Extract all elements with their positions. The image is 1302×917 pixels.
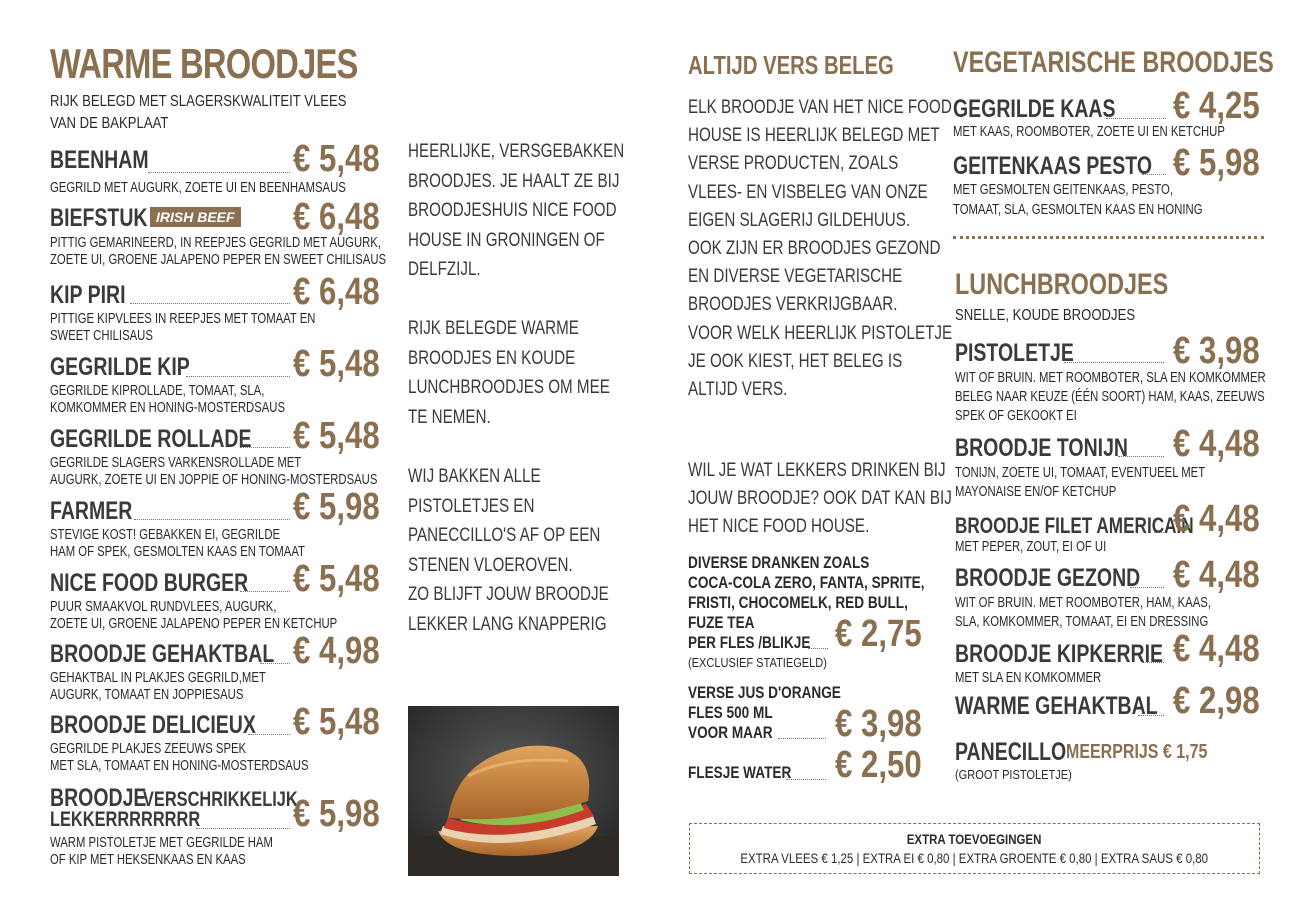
item-desc: ZOETE UI, GROENE JALAPENO PEPER EN SWEET CHILISAUS — [50, 252, 387, 268]
item-desc: MET SLA, TOMAAT EN HONING-MOSTERDSAUS — [50, 758, 309, 774]
panecillo-note: (GROOT PISTOLETJE) — [955, 767, 1072, 782]
item-desc: HAM OF SPEK, GESMOLTEN KAAS EN TOMAAT — [50, 544, 305, 560]
item-desc: MAYONAISE EN/OF KETCHUP — [955, 484, 1117, 500]
leader-dots — [778, 738, 826, 739]
menu-item-broodje-delicieux — [50, 711, 314, 740]
item-name: BROODJE GEHAKTBAL — [50, 640, 275, 668]
item-price: € 3,98 — [1173, 330, 1260, 372]
item-name: GEITENKAAS PESTO — [953, 152, 1153, 180]
item-name: GEGRILDE KIP — [50, 353, 190, 381]
leader-dots — [1064, 362, 1164, 363]
leader-dots — [1154, 532, 1164, 533]
menu-item-gegrilde-kaas — [953, 95, 1161, 124]
leader-dots — [240, 591, 290, 592]
item-price: € 5,48 — [293, 138, 380, 180]
item-price: € 5,98 — [1173, 142, 1260, 184]
item-desc: BELEG NAAR KEUZE (ÉÉN SOORT) HAM, KAAS, ZEEUWS — [955, 389, 1265, 405]
drink-price: € 2,50 — [835, 744, 922, 786]
item-name-line2: LEKKERRRRRRRR — [50, 808, 201, 831]
item-desc: GEGRILDE PLAKJES ZEEUWS SPEK — [50, 741, 247, 757]
item-name: BROODJE TONIJN — [955, 434, 1129, 462]
intro-line: PANECCILLO'S AF OP EEN — [408, 525, 601, 546]
item-desc: WIT OF BRUIN. MET ROOMBOTER, SLA EN KOMKOMMER — [955, 370, 1266, 386]
lunch-subtitle: SNELLE, KOUDE BROODJES — [955, 307, 1136, 324]
warm-title: WARME BROODJES — [50, 40, 358, 87]
leader-dots — [1106, 118, 1166, 119]
intro-line: BROODJES. JE HAALT ZE BIJ — [408, 170, 620, 192]
fresh-title: ALTIJD VERS BELEG — [688, 50, 894, 80]
item-desc: PITTIG GEMARINEERD, IN REEPJES GEGRILD MET AUGURK, — [50, 235, 381, 251]
item-desc: GEHAKTBAL IN PLAKJES GEGRILD,MET — [50, 670, 266, 686]
leader-dots — [1138, 715, 1164, 716]
menu-item-pistoletje — [955, 339, 1107, 368]
item-name: GEGRILDE ROLLADE — [50, 425, 252, 453]
item-name: GEGRILDE KAAS — [953, 95, 1116, 123]
item-name: BROODJE DELICIEUX — [50, 711, 256, 739]
drinks-line: COCA-COLA ZERO, FANTA, SPRITE, — [688, 573, 925, 592]
item-desc: KOMKOMMER EN HONING-MOSTERDSAUS — [50, 400, 286, 416]
intro-line: DELFZIJL. — [408, 259, 481, 280]
intro-line: LUNCHBROODJES OM MEE — [408, 377, 610, 398]
fresh-line: VOOR WELK HEERLIJK PISTOLETJE — [688, 322, 953, 344]
item-desc: SPEK OF GEKOOKT EI — [955, 408, 1077, 424]
leader-dots — [1118, 456, 1164, 457]
item-price: € 5,98 — [293, 793, 380, 835]
intro-line: STENEN VLOEROVEN. — [408, 554, 573, 576]
drinks-line: FRISTI, CHOCOMELK, RED BULL, — [688, 593, 908, 612]
intro-line: PISTOLETJES EN — [408, 495, 535, 517]
leader-dots — [808, 648, 828, 649]
intro-line: HEERLIJKE, VERSGEBAKKEN — [408, 141, 625, 162]
irish-beef-badge: IRISH BEEF — [150, 207, 241, 227]
drinks-water: FLESJE WATER — [688, 763, 792, 782]
item-desc: AUGURK, TOMAAT EN JOPPIESAUS — [50, 687, 244, 703]
fresh-line: JE OOK KIEST, HET BELEG IS — [688, 350, 903, 372]
fresh-line: WIL JE WAT LEKKERS DRINKEN BIJ — [688, 460, 946, 481]
leader-dots — [134, 519, 290, 520]
item-price: € 2,98 — [1173, 680, 1260, 722]
item-price: € 4,48 — [1173, 423, 1260, 465]
leader-dots — [196, 828, 290, 829]
item-desc: MET SLA EN KOMKOMMER — [955, 670, 1102, 686]
fresh-line: VLEES- EN VISBELEG VAN ONZE — [688, 181, 928, 203]
fresh-line: HOUSE IS HEERLIJK BELEGD MET — [688, 125, 940, 147]
intro-line: BROODJESHUIS NICE FOOD — [408, 200, 617, 221]
menu-item-gegrilde-kip — [50, 353, 229, 382]
menu-item-broodje-tonijn — [955, 434, 1177, 463]
item-desc: SLA, KOMKOMMER, TOMAAT, EI EN DRESSING — [955, 614, 1209, 630]
drinks-line: VERSE JUS D'ORANGE — [688, 683, 841, 702]
menu-item-farmer — [50, 497, 156, 526]
item-desc: MET PEPER, ZOUT, EI OF UI — [955, 539, 1107, 555]
menu-item-nice-food-burger — [50, 569, 304, 598]
leader-dots — [786, 779, 826, 780]
menu-item-geitenkaas-pesto — [953, 152, 1208, 181]
item-price: € 4,48 — [1173, 554, 1260, 596]
item-desc: MET KAAS, ROOMBOTER, ZOETE UI EN KETCHUP — [953, 124, 1225, 140]
item-name: PISTOLETJE — [955, 339, 1074, 367]
item-desc: GEGRILD MET AUGURK, ZOETE UI EN BEENHAMSAUS — [50, 180, 346, 196]
warm-subtitle-2: VAN DE BAKPLAAT — [50, 115, 169, 132]
leader-dots — [148, 172, 290, 173]
menu-item-broodje-gezond — [955, 564, 1193, 593]
intro-paragraph-2 — [408, 314, 660, 432]
item-desc: WARM PISTOLETJE MET GEGRILDE HAM — [50, 835, 273, 851]
fresh-line: JOUW BROODJE? OOK DAT KAN BIJ — [688, 488, 952, 510]
intro-line: RIJK BELEGDE WARME — [408, 318, 579, 339]
item-name: PANECILLO — [955, 738, 1067, 766]
menu-item-beenham — [50, 146, 176, 175]
item-name: BROODJE FILET AMERICAIN — [955, 513, 1194, 538]
extras-title: EXTRA TOEVOEGINGEN — [907, 831, 1042, 847]
menu-item-gegrilde-rollade — [50, 425, 308, 454]
item-price: € 6,48 — [293, 196, 380, 238]
drink-price: € 3,98 — [835, 703, 922, 745]
intro-paragraph-1 — [408, 137, 678, 285]
drinks-line: VOOR MAAR — [688, 723, 773, 742]
intro-line: BROODJES EN KOUDE — [408, 347, 576, 369]
item-name: BROODJE GEZOND — [955, 564, 1141, 592]
item-desc: PITTIGE KIPVLEES IN REEPJES MET TOMAAT EN — [50, 311, 316, 327]
extras-line: EXTRA VLEES € 1,25 | EXTRA EI € 0,80 | EXTRA GROENTE € 0,80 | EXTRA SAUS € 0,80 — [740, 850, 1209, 866]
lunch-title: LUNCHBROODJES — [955, 268, 1169, 301]
item-name: BIEFSTUK — [50, 204, 148, 232]
item-price: € 4,98 — [293, 630, 380, 672]
fresh-line: OOK ZIJN ER BROODJES GEZOND — [688, 238, 941, 260]
drink-price: € 2,75 — [835, 613, 922, 655]
leader-dots — [1142, 662, 1164, 663]
warm-subtitle-1: RIJK BELEGD MET SLAGERSKWALITEIT VLEES — [50, 93, 347, 110]
leader-dots — [260, 663, 290, 664]
item-desc: AUGURK, ZOETE UI EN JOPPIE OF HONING-MOSTERDSAUS — [50, 472, 378, 488]
leader-dots — [1142, 174, 1166, 175]
drinks-line: FLES 500 ML — [688, 703, 773, 722]
item-desc: SWEET CHILISAUS — [50, 328, 153, 344]
item-price: € 5,48 — [293, 415, 380, 457]
leader-dots — [130, 303, 290, 304]
fresh-line: HET NICE FOOD HOUSE. — [688, 516, 870, 538]
intro-line: LEKKER LANG KNAPPERIG — [408, 613, 607, 635]
leader-dots — [240, 447, 290, 448]
intro-line: WIJ BAKKEN ALLE — [408, 466, 541, 487]
extras-title-wrap — [689, 831, 1260, 849]
item-price: € 4,48 — [1173, 498, 1260, 540]
item-desc: ZOETE UI, GROENE JALAPENO PEPER EN KETCHUP — [50, 616, 338, 632]
drinks-line: FUZE TEA — [688, 613, 755, 632]
fresh-line: ELK BROODJE VAN HET NICE FOOD — [688, 97, 952, 118]
section-divider — [953, 236, 1264, 239]
fresh-line: BROODJES VERKRIJGBAAR. — [688, 294, 898, 316]
item-desc: GEGRILDE KIPROLLADE, TOMAAT, SLA, — [50, 383, 265, 399]
item-price: € 4,25 — [1173, 85, 1260, 127]
item-price: € 5,48 — [293, 701, 380, 743]
item-price: € 5,98 — [293, 486, 380, 528]
leader-dots — [248, 734, 290, 735]
veg-title: VEGETARISCHE BROODJES — [953, 46, 1274, 79]
fresh-line: EIGEN SLAGERIJ GILDEHUUS. — [688, 209, 911, 231]
extras-line-wrap — [689, 850, 1260, 868]
drinks-line: DIVERSE DRANKEN ZOALS — [688, 553, 870, 572]
panecillo-extra-price: MEERPRIJS € 1,75 — [1066, 741, 1208, 763]
item-price: € 6,48 — [293, 271, 380, 313]
drinks-line: PER FLES /BLIKJE — [688, 633, 811, 652]
leader-dots — [186, 376, 290, 377]
intro-line: HOUSE IN GRONINGEN OF — [408, 229, 605, 251]
fresh-line: VERSE PRODUCTEN, ZOALS — [688, 153, 899, 175]
fresh-line: EN DIVERSE VEGETARISCHE — [688, 266, 903, 288]
item-desc: OF KIP MET HEKSENKAAS EN KAAS — [50, 852, 246, 868]
item-name: KIP PIRI — [50, 281, 126, 309]
item-price: € 5,48 — [293, 558, 380, 600]
drinks-note: (EXCLUSIEF STATIEGELD) — [688, 655, 827, 670]
item-name: BROODJE KIPKERRIE — [955, 640, 1164, 668]
item-name: BEENHAM — [50, 146, 149, 174]
item-name: NICE FOOD BURGER — [50, 569, 249, 597]
menu-item-kip-piri — [50, 281, 147, 310]
intro-line: TE NEMEN. — [408, 406, 491, 428]
item-desc: TOMAAT, SLA, GESMOLTEN KAAS EN HONING — [953, 202, 1203, 218]
sandwich-photo — [408, 706, 619, 876]
item-desc: WIT OF BRUIN. MET ROOMBOTER, HAM, KAAS, — [955, 595, 1211, 611]
item-name: FARMER — [50, 497, 133, 525]
item-name: WARME GEHAKTBAL — [955, 692, 1158, 720]
item-desc: TONIJN, ZOETE UI, TOMAAT, EVENTUEEL MET — [955, 465, 1206, 481]
intro-paragraph-3 — [408, 462, 659, 639]
intro-line: ZO BLIJFT JOUW BROODJE — [408, 584, 609, 605]
item-name-extra: VERSCHRIKKELIJK — [143, 788, 298, 811]
item-desc: MET GESMOLTEN GEITENKAAS, PESTO, — [953, 182, 1173, 198]
item-desc: GEGRILDE SLAGERS VARKENSROLLADE MET — [50, 455, 302, 471]
item-desc: STEVIGE KOST! GEBAKKEN EI, GEGRILDE — [50, 527, 281, 543]
fresh-line: ALTIJD VERS. — [688, 379, 788, 401]
item-price: € 5,48 — [293, 343, 380, 385]
item-desc: PUUR SMAAKVOL RUNDVLEES, AUGURK, — [50, 599, 277, 615]
item-name: BROODJE — [50, 784, 147, 812]
item-price: € 4,48 — [1173, 628, 1260, 670]
leader-dots — [1130, 587, 1164, 588]
